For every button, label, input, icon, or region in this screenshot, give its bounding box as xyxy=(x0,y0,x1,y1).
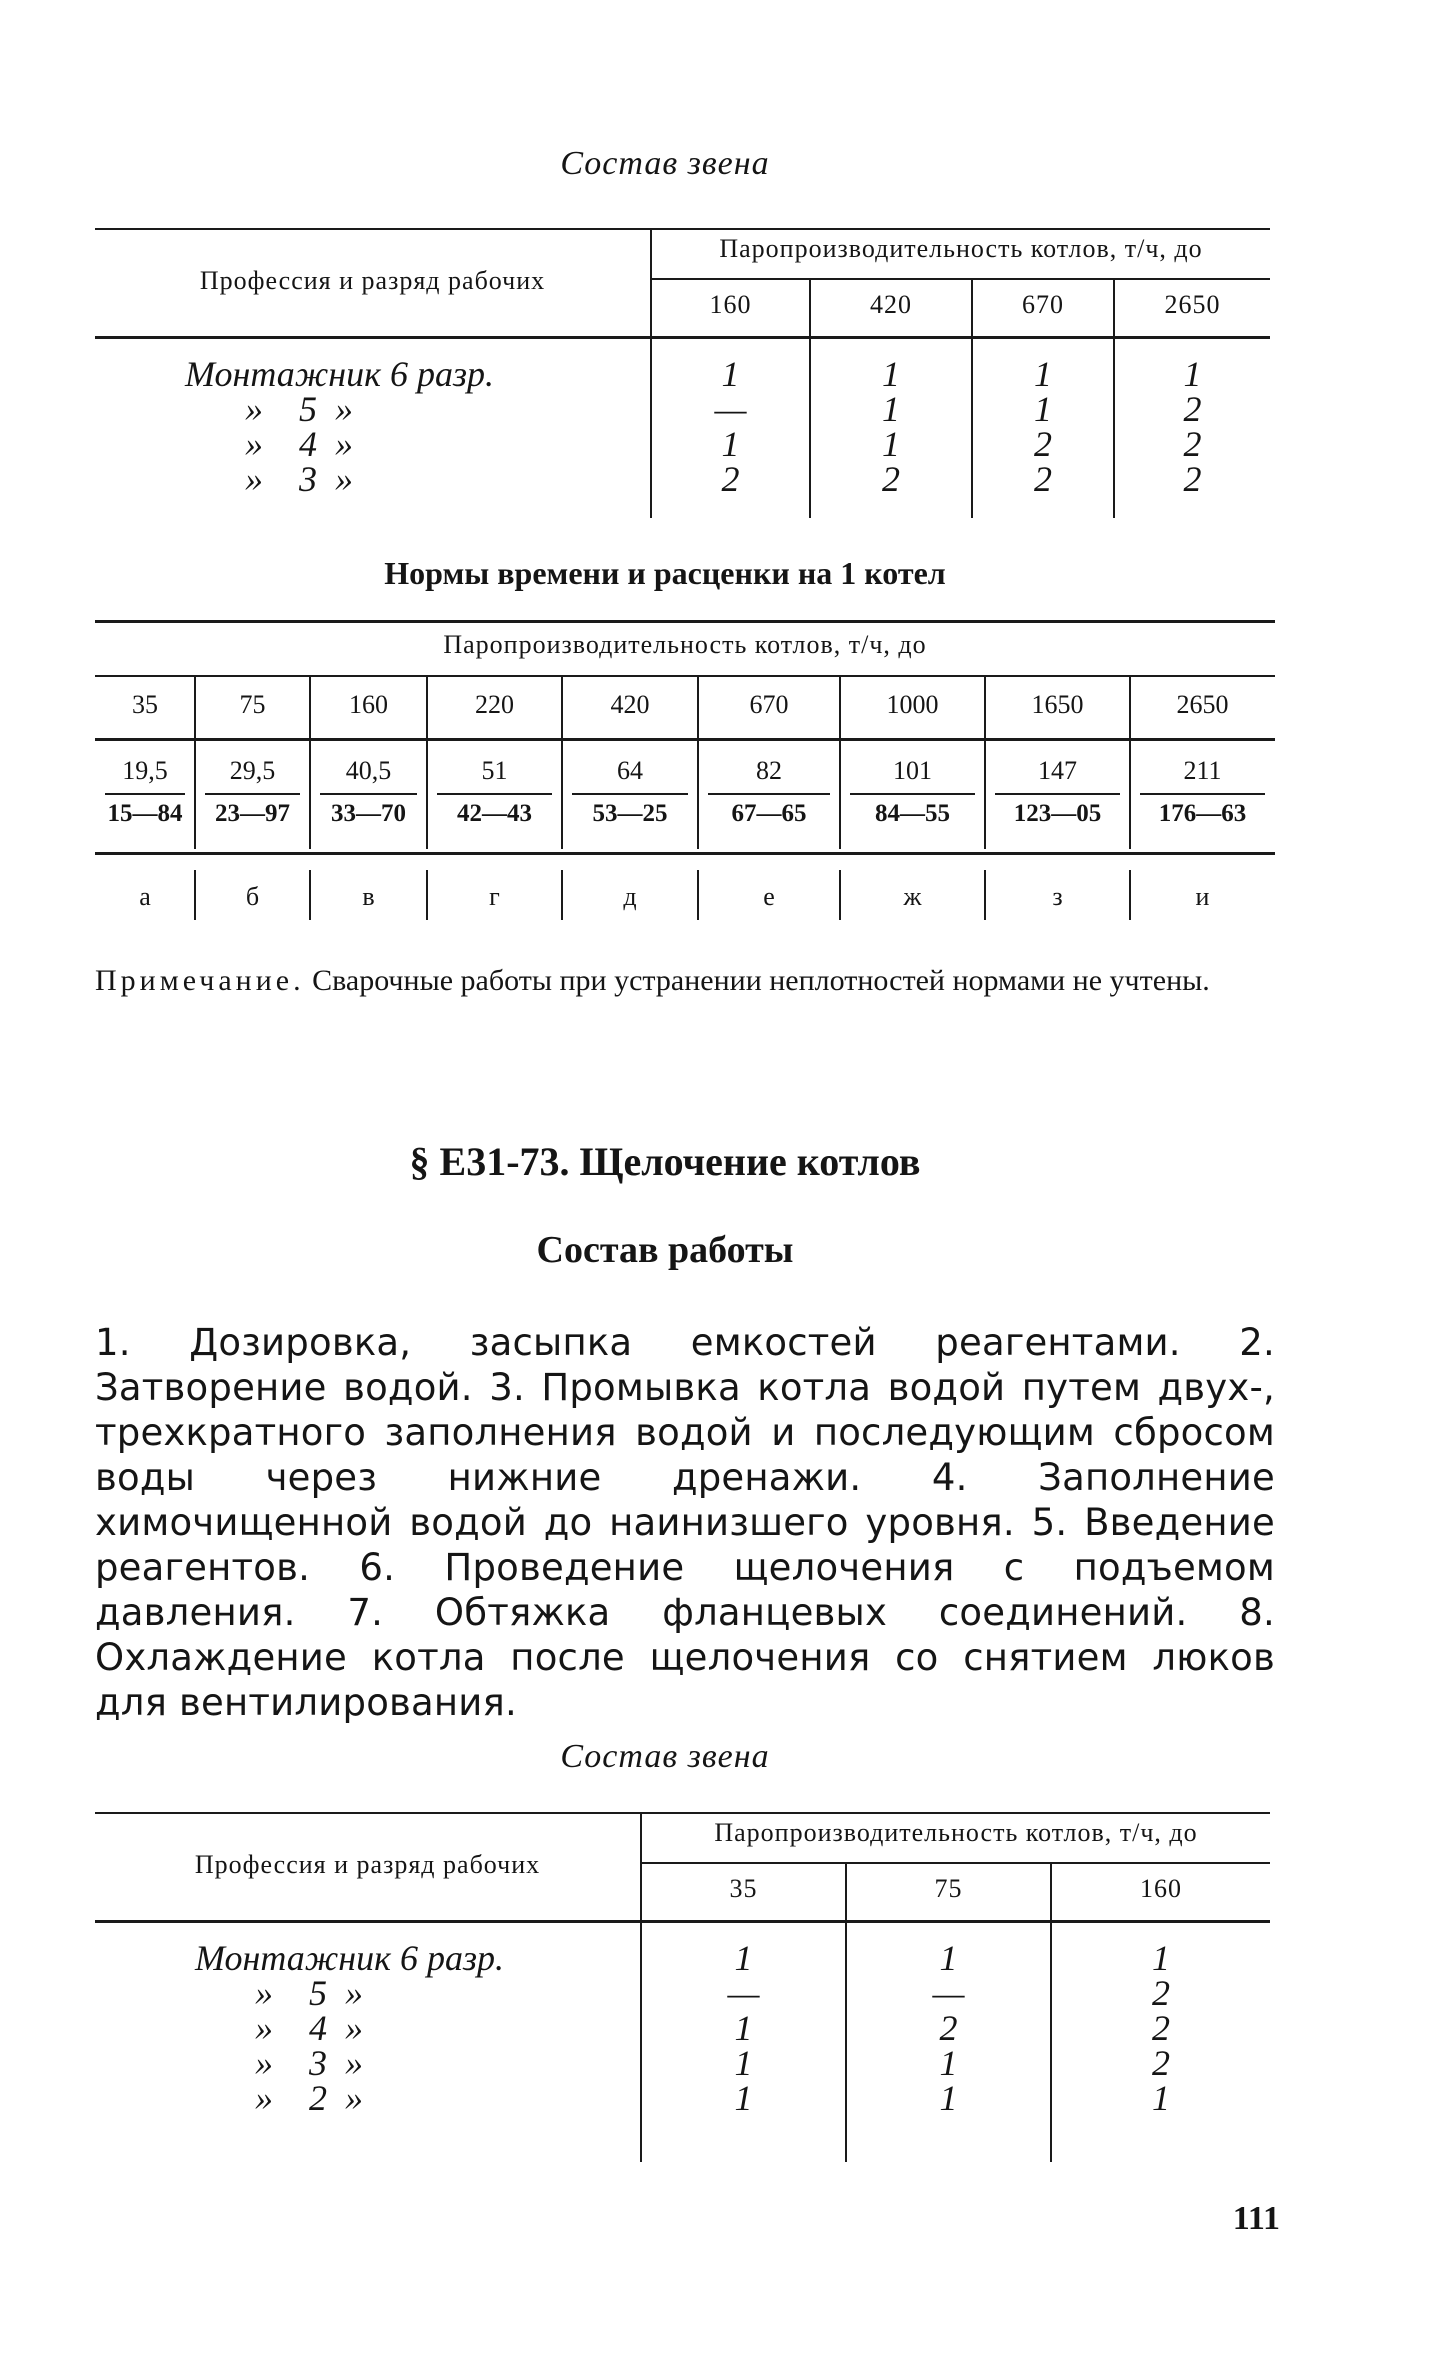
norms-rate: 84—55 xyxy=(875,800,950,827)
crew1-cell: 1 xyxy=(1034,354,1052,394)
norms-vline xyxy=(426,741,428,849)
norms-group-rule xyxy=(95,675,1275,677)
crew1-cell: — xyxy=(714,389,747,429)
crew1-cell: 2 xyxy=(1034,459,1052,499)
crew1-cell: 1 xyxy=(882,389,900,429)
norms-fraction-bar xyxy=(708,793,830,795)
crew2-profession: » 3 » xyxy=(255,2043,363,2083)
norms-vline xyxy=(984,870,986,920)
norms-fraction-bar xyxy=(105,793,185,795)
norms-column-letter: в xyxy=(362,882,375,911)
norms-col-header: 160 xyxy=(349,690,388,719)
norms-rate: 67—65 xyxy=(731,800,807,827)
crew2-cell: 1 xyxy=(1152,2078,1170,2118)
norms-col-header: 420 xyxy=(610,690,650,719)
crew2-cell: 2 xyxy=(1152,2043,1170,2083)
norms-top-rule xyxy=(95,620,1275,623)
norms-vline xyxy=(984,677,986,738)
norms-vline xyxy=(1129,741,1131,849)
norms-vline xyxy=(194,870,196,920)
norms-rate: 23—97 xyxy=(215,800,290,827)
crew1-capacity-header: Паропроизводительность котлов, т/ч, до xyxy=(719,234,1203,263)
crew1-cell: 1 xyxy=(721,424,740,464)
note-label: Примечание. xyxy=(95,964,305,997)
norms-rate: 123—05 xyxy=(1013,800,1102,827)
crew2-profession-header: Профессия и разряд рабочих xyxy=(194,1850,541,1879)
crew1-col-header: 160 xyxy=(709,290,752,319)
norms-rate: 53—25 xyxy=(592,800,668,827)
norms-vline xyxy=(697,677,699,738)
norms-fraction-bar xyxy=(1140,793,1265,795)
norms-col-header: 220 xyxy=(475,690,514,719)
norms-column-letter: д xyxy=(623,882,637,911)
crew2-profession: Монтажник 6 разр. xyxy=(195,1938,505,1978)
crew2-cell: 1 xyxy=(734,2078,753,2118)
norms-table-title: Нормы времени и расценки на 1 котел xyxy=(384,555,946,591)
norms-column-letter: ж xyxy=(903,882,922,911)
crew-table-2 xyxy=(95,1802,1270,2162)
norms-fraction-bar xyxy=(850,793,975,795)
note-text: Сварочные работы при устранении неплотностей нормами не учтены. xyxy=(304,964,1210,997)
crew1-cell: 2 xyxy=(1183,389,1202,429)
norms-vline xyxy=(426,870,428,920)
crew1-cell: 1 xyxy=(882,424,900,464)
crew1-col-header: 2650 xyxy=(1164,290,1221,319)
crew2-cell: 1 xyxy=(939,1938,958,1978)
norms-column-letter: г xyxy=(489,882,500,911)
crew1-cell: 1 xyxy=(1183,354,1202,394)
crew1-cell: 2 xyxy=(1183,459,1202,499)
crew2-profession: » 4 » xyxy=(255,2008,363,2048)
norms-column-letter: и xyxy=(1195,882,1210,911)
crew1-header-rule xyxy=(95,336,1270,339)
crew1-profession: Монтажник 6 разр. xyxy=(185,354,495,394)
crew2-cell: 2 xyxy=(1152,1973,1170,2013)
norms-vline xyxy=(309,741,311,849)
norms-col-header: 670 xyxy=(749,690,789,719)
norms-fraction-bar xyxy=(995,793,1120,795)
norms-time-norm: 29,5 xyxy=(229,756,276,785)
norms-vline xyxy=(561,677,563,738)
crew2-cell: — xyxy=(932,1973,965,2013)
crew2-cell: — xyxy=(727,1973,760,2013)
norms-col-header: 1000 xyxy=(886,690,939,719)
norms-time-norm: 147 xyxy=(1038,756,1077,785)
note xyxy=(95,960,1275,1002)
crew2-cell: 1 xyxy=(734,2043,753,2083)
norms-col-header: 35 xyxy=(132,690,158,719)
crew1-cell: 1 xyxy=(882,354,900,394)
crew-table-2-caption: Состав звена xyxy=(560,1738,770,1775)
crew1-cell: 2 xyxy=(1183,424,1202,464)
norms-rate: 33—70 xyxy=(331,800,406,827)
crew2-col-header: 160 xyxy=(1140,1874,1182,1903)
crew1-cell: 2 xyxy=(721,459,740,499)
crew1-profession: » 5 » xyxy=(245,389,353,429)
crew1-group-rule xyxy=(650,278,1270,280)
norms-time-norm: 19,5 xyxy=(122,756,168,785)
crew-table-1 xyxy=(95,218,1270,518)
norms-fraction-bar xyxy=(320,793,417,795)
norms-time-norm: 82 xyxy=(756,756,782,785)
crew2-capacity-header: Паропроизводительность котлов, т/ч, до xyxy=(714,1818,1198,1847)
crew1-col-header: 420 xyxy=(870,290,912,319)
crew2-top-rule xyxy=(95,1812,1270,1814)
section-subtitle: Состав работы xyxy=(536,1229,794,1271)
norms-body-rule xyxy=(95,852,1275,855)
crew1-cell: 1 xyxy=(1034,389,1052,429)
norms-vline xyxy=(561,870,563,920)
norms-rate: 42—43 xyxy=(457,800,532,827)
norms-fraction-bar xyxy=(572,793,688,795)
crew2-cell: 2 xyxy=(939,2008,958,2048)
norms-fraction-bar xyxy=(437,793,552,795)
crew1-cell: 1 xyxy=(721,354,740,394)
norms-vline xyxy=(1129,677,1131,738)
page-number: 111 xyxy=(1232,2200,1280,2237)
crew2-header-rule xyxy=(95,1920,1270,1923)
section-body: 1. Дозировка, засыпка емкостей реагентами. 2. Затворение водой. 3. Промывка котла водой путем двух-, трехкратного заполнения водой и последующим сбросом воды через нижние дренажи. 4. Заполнение химочищенной водой до наинизшего уровня. 5. Введение реагентов. 6. Проведение щелочения с подъемом давления. 7. Обтяжка фланцевых соединений. 8. Охлаждение котла после щелочения со снятием люков для вентилирования. xyxy=(95,1321,1275,1724)
norms-rate: 15—84 xyxy=(107,800,183,827)
norms-vline xyxy=(309,870,311,920)
crew2-cell: 1 xyxy=(734,2008,753,2048)
crew1-cell: 2 xyxy=(882,459,900,499)
norms-vline xyxy=(194,677,196,738)
norms-column-letter: е xyxy=(763,882,775,911)
norms-vline xyxy=(839,741,841,849)
norms-time-norm: 51 xyxy=(481,756,508,785)
norms-vline xyxy=(984,741,986,849)
crew2-cell: 1 xyxy=(1152,1938,1170,1978)
norms-time-norm: 40,5 xyxy=(345,756,392,785)
norms-vline xyxy=(839,870,841,920)
norms-rate: 176—63 xyxy=(1158,800,1247,827)
crew2-profession: » 5 » xyxy=(255,1973,363,2013)
norms-header-rule xyxy=(95,738,1275,741)
norms-vline xyxy=(1129,870,1131,920)
crew-table-1-caption: Состав звена xyxy=(560,145,770,182)
crew2-col-header: 75 xyxy=(934,1874,963,1903)
norms-col-header: 2650 xyxy=(1176,690,1229,719)
norms-time-norm: 101 xyxy=(893,756,932,785)
norms-column-letter: а xyxy=(139,882,151,911)
section-title: § Е31-73. Щелочение котлов xyxy=(409,1139,921,1184)
crew2-cell: 1 xyxy=(734,1938,753,1978)
norms-vline xyxy=(309,677,311,738)
norms-vline xyxy=(839,677,841,738)
norms-column-letter: з xyxy=(1052,882,1063,911)
norms-time-norm: 64 xyxy=(617,756,643,785)
norms-vline xyxy=(561,741,563,849)
crew1-profession: » 3 » xyxy=(245,459,353,499)
norms-column-letter: б xyxy=(245,882,260,911)
crew2-col-header: 35 xyxy=(729,1874,758,1903)
norms-vline xyxy=(194,741,196,849)
norms-time-norm: 211 xyxy=(1183,756,1222,785)
crew1-cell: 2 xyxy=(1034,424,1052,464)
norms-vline xyxy=(697,870,699,920)
norms-col-header: 1650 xyxy=(1031,690,1084,719)
crew2-cell: 1 xyxy=(939,2078,958,2118)
norms-fraction-bar xyxy=(205,793,300,795)
crew2-profession: » 2 » xyxy=(255,2078,363,2118)
crew1-top-rule xyxy=(95,228,1270,230)
crew1-profession-header: Профессия и разряд рабочих xyxy=(199,266,546,295)
norms-vline xyxy=(697,741,699,849)
crew2-group-rule xyxy=(640,1862,1270,1864)
norms-col-header: 75 xyxy=(239,690,266,719)
norms-capacity-header: Паропроизводительность котлов, т/ч, до xyxy=(443,630,927,659)
crew1-col-header: 670 xyxy=(1022,290,1064,319)
crew1-profession: » 4 » xyxy=(245,424,353,464)
norms-table xyxy=(95,620,1275,920)
crew2-cell: 1 xyxy=(939,2043,958,2083)
crew2-cell: 2 xyxy=(1152,2008,1170,2048)
norms-vline xyxy=(426,677,428,738)
